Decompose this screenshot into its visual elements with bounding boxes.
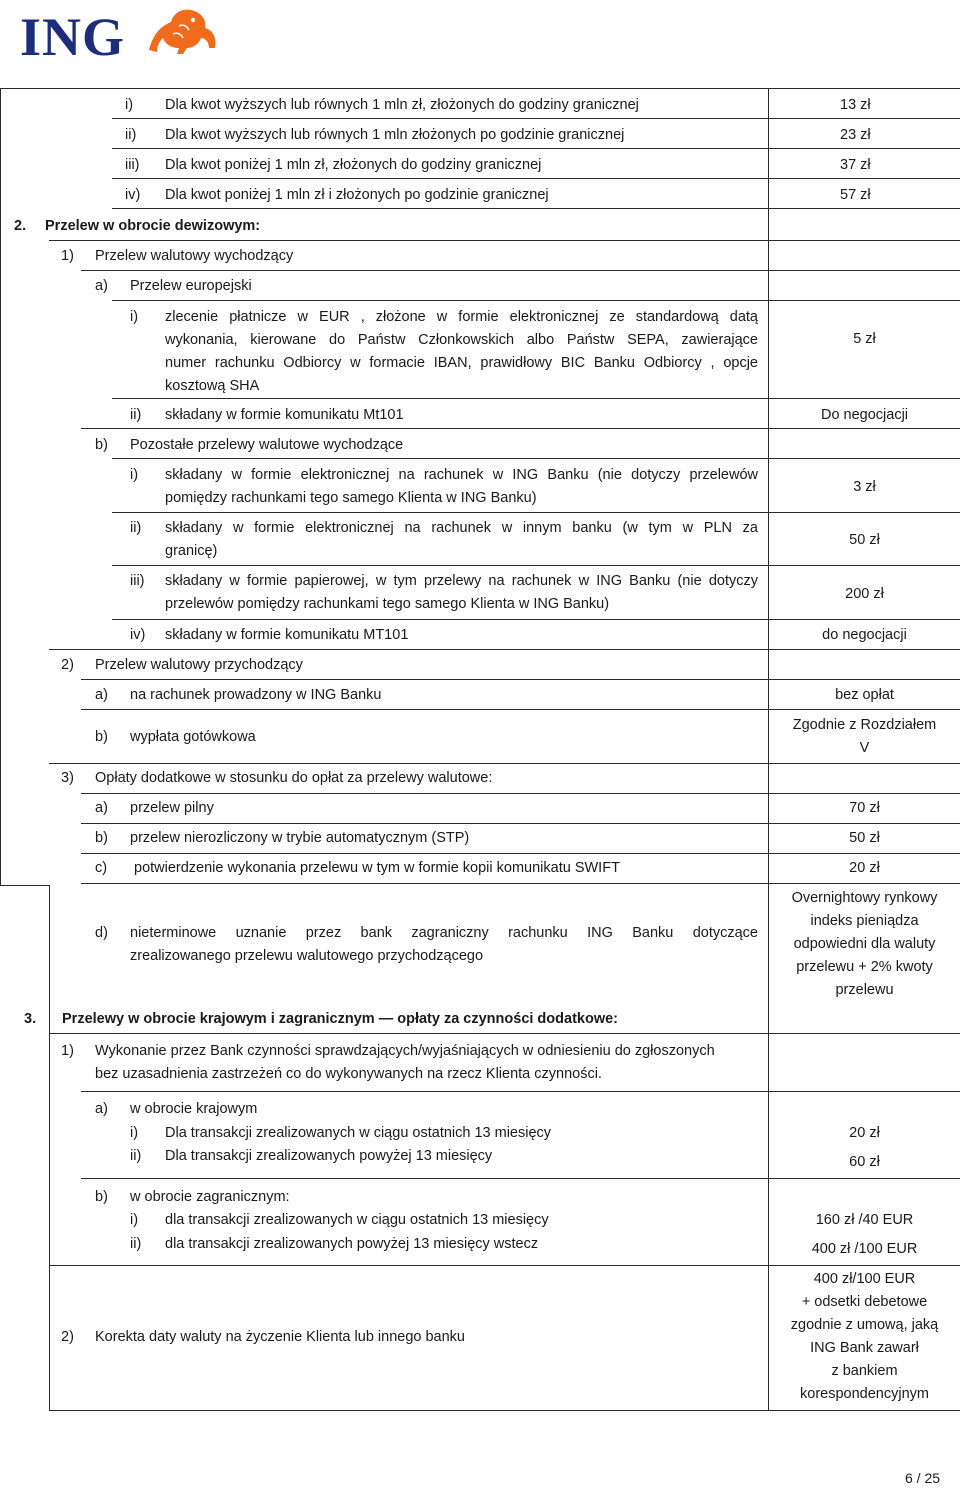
item-text: Przelew walutowy przychodzący <box>95 657 303 673</box>
row-text: składany w formie komunikatu MT101 <box>165 627 409 643</box>
row-text-line: numer rachunku Odbiorcy w formacie IBAN, prawidłowy BIC Banku Odbiorcy , opcje <box>165 355 758 371</box>
row-text-line: bez uzasadnienia zastrzeżeń co do wykonywanych na rzecz Klienta czynności. <box>95 1066 602 1082</box>
row-text: Korekta daty waluty na życzenie Klienta lub innego banku <box>95 1329 465 1345</box>
row-fee-line: przelewu <box>835 982 894 998</box>
row-number: iii) <box>125 157 140 173</box>
row-fee: 400 zł /100 EUR <box>811 1241 918 1257</box>
row-number: c) <box>95 860 108 876</box>
row-fee: 23 zł <box>840 127 871 143</box>
row-text-line: składany w formie elektronicznej na rachunek w innym banku (w tym w PLN za <box>165 520 758 536</box>
row-text-line: przelewów pomiędzy rachunkami tego samego Klienta w ING Banku) <box>165 596 610 612</box>
item-text: Przelew europejski <box>130 278 252 294</box>
section-2-title: Przelew w obrocie dewizowym: <box>45 218 261 234</box>
row-number: ii) <box>130 1148 142 1164</box>
row-text: wypłata gotówkowa <box>130 729 256 745</box>
item-text: Pozostałe przelewy walutowe wychodzące <box>130 437 404 453</box>
item-text: Przelew walutowy wychodzący <box>95 248 294 264</box>
row-text: Dla kwot wyższych lub równych 1 mln złożonych po godzinie granicznej <box>165 127 625 143</box>
item-number: b) <box>95 437 108 453</box>
row-text-line: Wykonanie przez Bank czynności sprawdzających/wyjaśniających w odniesieniu do zgłoszonych <box>95 1043 715 1059</box>
row-text: przelew pilny <box>130 800 214 816</box>
row-fee-line: odpowiedni dla waluty <box>793 936 936 952</box>
row-fee: 20 zł <box>849 860 880 876</box>
row-number: i) <box>130 467 139 483</box>
row-fee: 50 zł <box>849 532 880 548</box>
row-text-line: zlecenie płatnicze w EUR , złożone w formie elektronicznej ze standardową datą <box>165 309 758 325</box>
item-number: 3) <box>61 770 74 786</box>
row-fee-line: przelewu + 2% kwoty <box>796 959 933 975</box>
row-text-line: wykonania, kierowane do Państw Członkowskich albo Państw SEPA, zawierające <box>165 332 758 348</box>
row-text-line: zrealizowanego przelewu walutowego przychodzącego <box>130 948 484 964</box>
row-text: dla transakcji zrealizowanych powyżej 13 miesięcy wstecz <box>165 1236 539 1252</box>
row-text: Dla kwot poniżej 1 mln zł i złożonych po godzinie granicznej <box>165 187 549 203</box>
row-fee: bez opłat <box>835 687 894 703</box>
row-text-line: nieterminowe uznanie przez bank zagraniczny rachunku ING Banku dotyczące <box>130 925 758 941</box>
row-text: Dla transakcji zrealizowanych w ciągu ostatnich 13 miesięcy <box>165 1125 552 1141</box>
row-fee: 160 zł /40 EUR <box>815 1212 914 1228</box>
row-number: 1) <box>61 1043 74 1059</box>
row-text-line: składany w formie elektronicznej na rachunek w ING Banku (nie dotyczy przelewów <box>165 467 758 483</box>
row-fee: 200 zł <box>845 586 884 602</box>
row-fee-line: indeks pieniądza <box>810 913 919 929</box>
row-text: składany w formie komunikatu Mt101 <box>165 407 404 423</box>
row-fee-line: 400 zł/100 EUR <box>813 1271 916 1287</box>
row-number: iv) <box>130 627 146 643</box>
item-number: 1) <box>61 248 74 264</box>
row-number: i) <box>125 97 134 113</box>
item-number: a) <box>95 278 108 294</box>
page-number: 6 / 25 <box>905 1470 941 1486</box>
row-number: i) <box>130 309 139 325</box>
row-fee: 5 zł <box>853 331 876 347</box>
section-3-title: Przelewy w obrocie krajowym i zagranicznym — opłaty za czynności dodatkowe: <box>62 1011 618 1027</box>
row-fee: 20 zł <box>849 1125 880 1141</box>
logo-wordmark: ING <box>20 7 126 67</box>
row-number: ii) <box>130 520 142 536</box>
row-fee: Do negocjacji <box>820 407 909 423</box>
row-fee-line: Zgodnie z Rozdziałem <box>792 717 937 733</box>
section-3-number: 3. <box>24 1011 37 1027</box>
row-text: dla transakcji zrealizowanych w ciągu ostatnich 13 miesięcy <box>165 1212 549 1228</box>
row-fee: 60 zł <box>849 1154 880 1170</box>
row-text: Dla kwot poniżej 1 mln zł, złożonych do godziny granicznej <box>165 157 542 173</box>
row-fee-line: zgodnie z umową, jaką <box>790 1317 939 1333</box>
row-number: ii) <box>125 127 137 143</box>
row-number: iv) <box>125 187 141 203</box>
row-number: i) <box>130 1212 139 1228</box>
row-fee: 13 zł <box>840 97 871 113</box>
row-number: i) <box>130 1125 139 1141</box>
row-text: w obrocie zagranicznym: <box>130 1189 290 1205</box>
row-number: ii) <box>130 407 142 423</box>
item-text: Opłaty dodatkowe w stosunku do opłat za przelewy walutowe: <box>95 770 493 786</box>
row-text: przelew nierozliczony w trybie automatycznym (STP) <box>130 830 470 846</box>
row-text: Dla transakcji zrealizowanych powyżej 13 miesięcy <box>165 1148 493 1164</box>
row-fee-line: + odsetki debetowe <box>801 1294 928 1310</box>
row-number: a) <box>95 687 108 703</box>
row-text: w obrocie krajowym <box>130 1101 258 1117</box>
lion-icon <box>143 4 221 56</box>
row-text: na rachunek prowadzony w ING Banku <box>130 687 382 703</box>
row-text: Dla kwot wyższych lub równych 1 mln zł, złożonych do godziny granicznej <box>165 97 639 113</box>
row-fee-line: korespondencyjnym <box>800 1386 929 1402</box>
row-fee: 57 zł <box>840 187 871 203</box>
row-fee: 50 zł <box>849 830 880 846</box>
row-number: a) <box>95 1101 108 1117</box>
row-fee-line: Overnightowy rynkowy <box>791 890 938 906</box>
row-fee-line: z bankiem <box>831 1363 898 1379</box>
row-text-line: granicę) <box>165 543 218 559</box>
row-number: ii) <box>130 1236 142 1252</box>
row-number: b) <box>95 1189 108 1205</box>
row-text-line: składany w formie papierowej, w tym przelewy na rachunek w ING Banku (nie dotyczy <box>165 573 758 589</box>
row-fee: 3 zł <box>853 479 876 495</box>
row-number: 2) <box>61 1329 74 1345</box>
row-number: a) <box>95 800 108 816</box>
row-text-line: kosztową SHA <box>165 378 260 394</box>
row-text: potwierdzenie wykonania przelewu w tym w formie kopii komunikatu SWIFT <box>134 860 620 876</box>
row-fee: 70 zł <box>849 800 880 816</box>
row-number: b) <box>95 830 108 846</box>
section-2-number: 2. <box>14 218 27 234</box>
item-number: 2) <box>61 657 74 673</box>
row-text-line: pomiędzy rachunkami tego samego Klienta w ING Banku) <box>165 490 537 506</box>
row-fee-line: V <box>859 740 870 756</box>
row-number: b) <box>95 729 108 745</box>
row-number: iii) <box>130 573 145 589</box>
row-fee: 37 zł <box>840 157 871 173</box>
row-fee-line: ING Bank zawarł <box>810 1340 919 1356</box>
row-fee: do negocjacji <box>822 627 907 643</box>
row-number: d) <box>95 925 108 941</box>
